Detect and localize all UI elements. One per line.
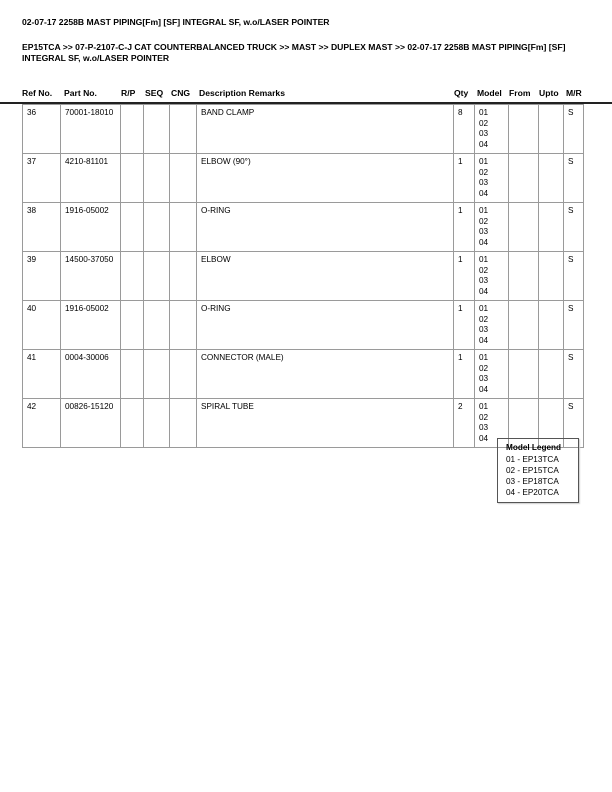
cng-cell — [170, 203, 197, 252]
qty-cell: 8 — [454, 105, 475, 154]
from-cell — [509, 105, 539, 154]
ref-cell: 38 — [23, 203, 61, 252]
table-row — [23, 301, 584, 350]
mr-cell: S — [564, 399, 584, 448]
ref-cell: 40 — [23, 301, 61, 350]
description-cell: BAND CLAMP — [197, 105, 454, 154]
mr-cell: S — [564, 154, 584, 203]
from-cell — [509, 350, 539, 399]
column-header-model: Model — [477, 88, 502, 98]
upto-cell — [539, 203, 564, 252]
qty-cell: 1 — [454, 154, 475, 203]
model-cell: 01 02 03 04 — [475, 105, 509, 154]
cng-cell — [170, 301, 197, 350]
table-row — [23, 203, 584, 252]
description-cell: CONNECTOR (MALE) — [197, 350, 454, 399]
from-cell — [509, 252, 539, 301]
from-cell — [509, 154, 539, 203]
table-row — [23, 105, 584, 154]
column-header-seq: SEQ — [145, 88, 164, 98]
seq-cell — [144, 105, 170, 154]
rp-cell — [121, 154, 144, 203]
from-cell — [509, 203, 539, 252]
rp-cell — [121, 301, 144, 350]
seq-cell — [144, 301, 170, 350]
parts-table — [22, 104, 584, 448]
seq-cell — [144, 399, 170, 448]
description-cell: ELBOW — [197, 252, 454, 301]
mr-cell: S — [564, 350, 584, 399]
description-cell: O-RING — [197, 203, 454, 252]
upto-cell — [539, 301, 564, 350]
ref-cell: 41 — [23, 350, 61, 399]
legend-item: 03 - EP18TCA — [506, 477, 559, 486]
cng-cell — [170, 252, 197, 301]
model-cell: 01 02 03 04 — [475, 350, 509, 399]
upto-cell — [539, 154, 564, 203]
ref-cell: 36 — [23, 105, 61, 154]
part-no-cell: 1916-05002 — [61, 203, 121, 252]
part-no-cell: 00826-15120 — [61, 399, 121, 448]
table-row — [23, 252, 584, 301]
qty-cell: 1 — [454, 203, 475, 252]
upto-cell — [539, 252, 564, 301]
legend-title: Model Legend — [506, 443, 562, 452]
part-no-cell: 0004-30006 — [61, 350, 121, 399]
model-cell: 01 02 03 04 — [475, 203, 509, 252]
rp-cell — [121, 252, 144, 301]
upto-cell — [539, 350, 564, 399]
column-header-cng: CNG — [171, 88, 191, 98]
model-cell: 01 02 03 04 — [475, 154, 509, 203]
ref-cell: 37 — [23, 154, 61, 203]
description-cell: SPIRAL TUBE — [197, 399, 454, 448]
breadcrumb: EP15TCA >> 07-P-2107-C-J CAT COUNTERBALANCED TRUCK >> MAST >> DUPLEX MAST >> 02-07-17 2258B MAST PIPING[Fm] [SF] INTEGRAL SF, w.o/LASER POINTER — [22, 42, 566, 63]
seq-cell — [144, 203, 170, 252]
from-cell — [509, 301, 539, 350]
column-header-ref: Ref No. — [22, 88, 53, 98]
column-header-description: Description Remarks — [199, 88, 285, 98]
rp-cell — [121, 105, 144, 154]
cng-cell — [170, 399, 197, 448]
legend-item: 02 - EP15TCA — [506, 466, 559, 475]
upto-cell — [539, 105, 564, 154]
ref-cell: 42 — [23, 399, 61, 448]
model-cell: 01 02 03 04 — [475, 301, 509, 350]
table-row — [23, 350, 584, 399]
rp-cell — [121, 350, 144, 399]
part-no-cell: 14500-37050 — [61, 252, 121, 301]
rp-cell — [121, 203, 144, 252]
description-cell: ELBOW (90°) — [197, 154, 454, 203]
seq-cell — [144, 154, 170, 203]
column-header-mr: M/R — [566, 88, 582, 98]
seq-cell — [144, 252, 170, 301]
column-header-from: From — [509, 88, 531, 98]
model-legend — [497, 438, 579, 503]
table-row — [23, 154, 584, 203]
mr-cell: S — [564, 301, 584, 350]
rp-cell — [121, 399, 144, 448]
seq-cell — [144, 350, 170, 399]
model-cell: 01 02 03 04 — [475, 399, 509, 448]
column-header-rp: R/P — [121, 88, 136, 98]
qty-cell: 1 — [454, 350, 475, 399]
legend-item: 04 - EP20TCA — [506, 488, 559, 497]
ref-cell: 39 — [23, 252, 61, 301]
mr-cell: S — [564, 203, 584, 252]
cng-cell — [170, 350, 197, 399]
cng-cell — [170, 154, 197, 203]
column-header-qty: Qty — [454, 88, 469, 98]
column-header-part: Part No. — [64, 88, 97, 98]
description-cell: O-RING — [197, 301, 454, 350]
part-no-cell: 1916-05002 — [61, 301, 121, 350]
part-no-cell: 4210-81101 — [61, 154, 121, 203]
qty-cell: 2 — [454, 399, 475, 448]
cng-cell — [170, 105, 197, 154]
mr-cell: S — [564, 252, 584, 301]
page-title: 02-07-17 2258B MAST PIPING[Fm] [SF] INTEGRAL SF, w.o/LASER POINTER — [22, 17, 330, 27]
mr-cell: S — [564, 105, 584, 154]
qty-cell: 1 — [454, 252, 475, 301]
qty-cell: 1 — [454, 301, 475, 350]
column-header-upto: Upto — [539, 88, 559, 98]
part-no-cell: 70001-18010 — [61, 105, 121, 154]
legend-item: 01 - EP13TCA — [506, 455, 559, 464]
model-cell: 01 02 03 04 — [475, 252, 509, 301]
